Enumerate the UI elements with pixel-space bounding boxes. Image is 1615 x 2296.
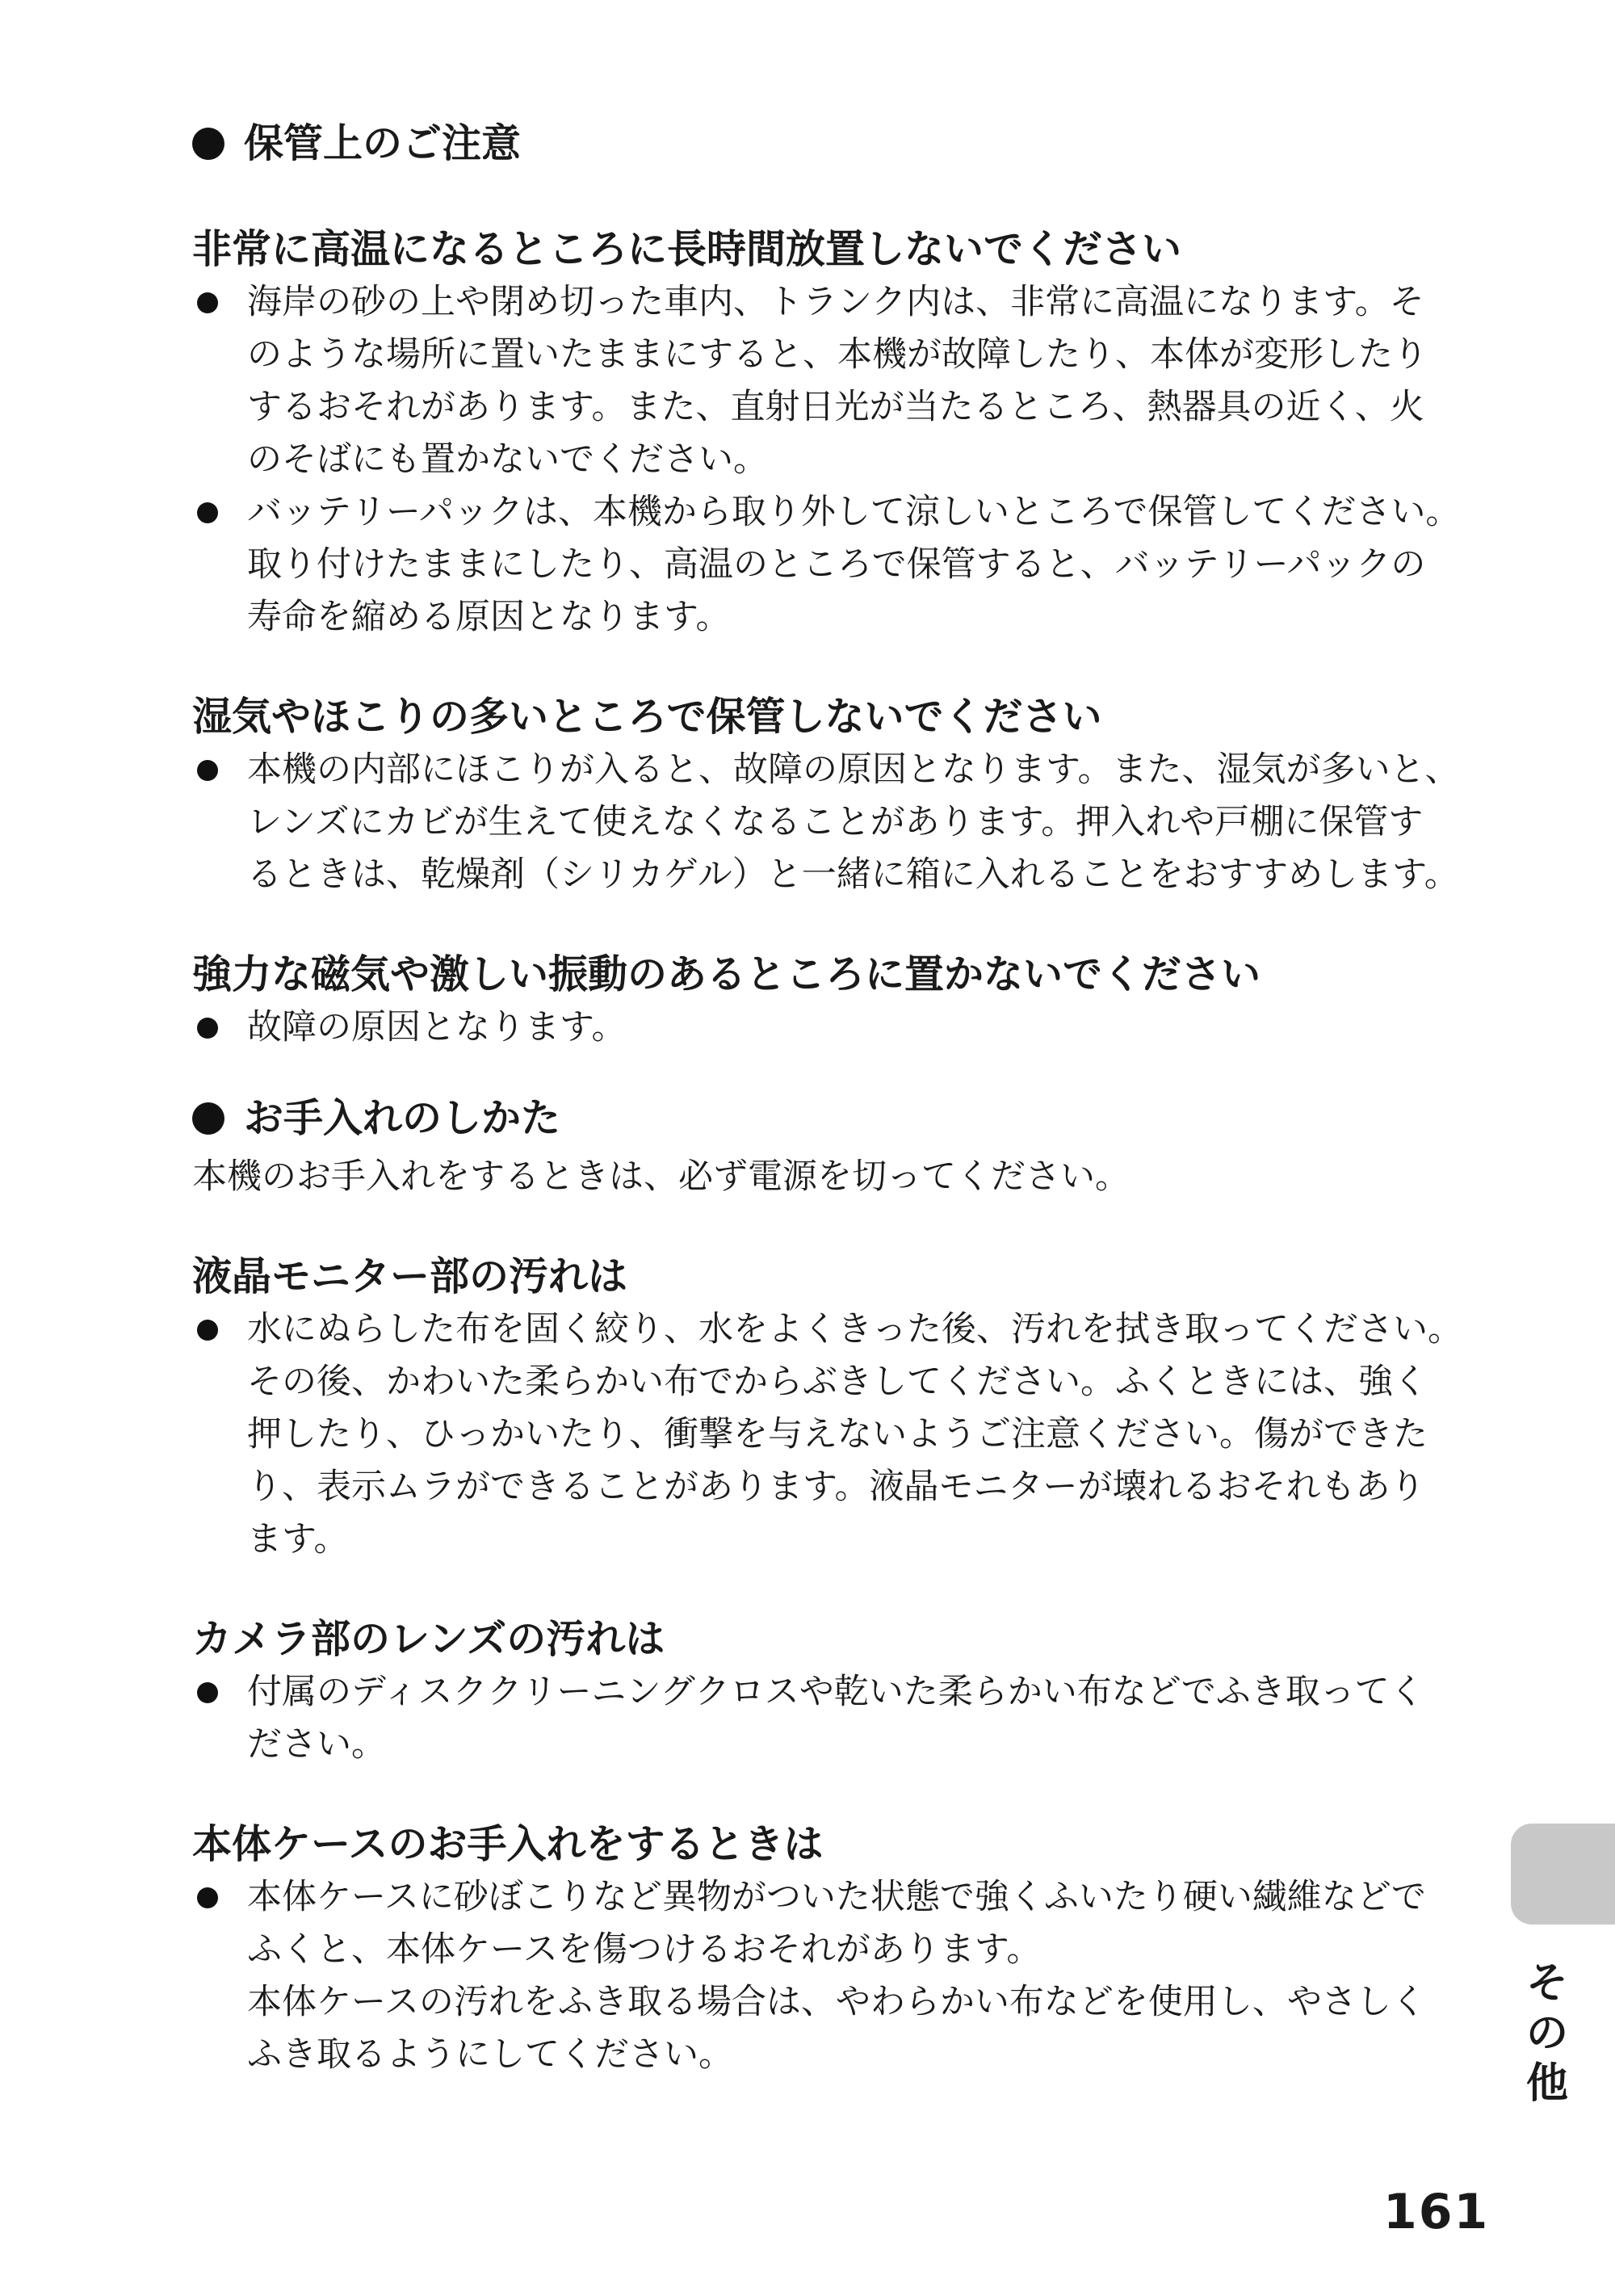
bullet-dot-icon bbox=[197, 1682, 218, 1703]
bullet-dot-icon bbox=[197, 502, 218, 523]
section-heading-storage bbox=[192, 111, 1476, 176]
list-item bbox=[192, 1666, 1476, 1771]
side-label-char: の bbox=[1525, 2009, 1568, 2058]
subheading-humidity-dust: 湿気やほこりの多いところで保管しないでください bbox=[192, 694, 1102, 740]
bullet-dot-icon bbox=[197, 292, 218, 313]
page-content bbox=[192, 111, 1476, 2081]
list-item bbox=[192, 1303, 1476, 1566]
subheading-body-case: 本体ケースのお手入れをするときは bbox=[192, 1821, 824, 1867]
side-label-char: そ bbox=[1525, 1959, 1568, 2008]
list-item bbox=[192, 486, 1476, 644]
list-item-text: 本機の内部にほこりが入ると、故障の原因となります。また、湿気が多いと、 レンズにカビが生えて使えなくなることがあります。押入れや戸棚に保管す るときは、乾燥剤（シリカゲル）と一緒に箱に入れることをおすすめします。 bbox=[247, 749, 1460, 895]
list-item bbox=[192, 1001, 1476, 1054]
list-item bbox=[192, 276, 1476, 486]
section-heading-storage-text: 保管上のご注意 bbox=[244, 120, 522, 166]
list-item bbox=[192, 744, 1476, 901]
subheading-high-temperature: 非常に高温になるところに長時間放置しないでください bbox=[192, 226, 1182, 272]
bullet-dot-icon bbox=[197, 1887, 218, 1908]
subheading-lcd-monitor: 液晶モニター部の汚れは bbox=[192, 1253, 628, 1299]
list-item bbox=[192, 1871, 1476, 2081]
side-label-char: 他 bbox=[1525, 2059, 1568, 2108]
bullet-dot-icon bbox=[197, 1320, 218, 1341]
list-item-text: 水にぬらした布を固く絞り、水をよくきった後、汚れを拭き取ってください。 その後、かわいた柔らかい布でからぶきしてください。ふくときには、強く 押したり、ひっかいたり、衝撃を与えないようご注意ください。傷ができた り、表示ムラができることがあります。液晶モニターが壊れるおそれもあり ます。 bbox=[247, 1309, 1462, 1559]
bullet-dot-icon bbox=[192, 128, 224, 160]
section-side-tab bbox=[1511, 1824, 1615, 1925]
list-item-text: 本体ケースに砂ぼこりなど異物がついた状態で強くふいたり硬い繊維などで ふくと、本体ケースを傷つけるおそれがあります。 本体ケースの汚れをふき取る場合は、やわらかい布などを使用し、やさしく ふき取るようにしてください。 bbox=[247, 1877, 1426, 2075]
list-item-text: 海岸の砂の上や閉め切った車内、トランク内は、非常に高温になります。そ のような場所に置いたままにすると、本機が故障したり、本体が変形したり するおそれがあります。また、直射日光が当たるところ、熱器具の近く、火 のそばにも置かないでください。 bbox=[247, 282, 1428, 480]
subheading-camera-lens: カメラ部のレンズの汚れは bbox=[192, 1616, 665, 1662]
bullet-dot-icon bbox=[197, 1018, 218, 1039]
bullet-dot-icon bbox=[197, 760, 218, 781]
section-heading-care bbox=[192, 1086, 1476, 1151]
care-intro-text: 本機のお手入れをするときは、必ず電源を切ってください。 bbox=[192, 1156, 1130, 1197]
section-heading-care-text: お手入れのしかた bbox=[244, 1095, 561, 1141]
list-item-text: 付属のディスククリーニングクロスや乾いた柔らかい布などでふき取ってく ださい。 bbox=[247, 1672, 1424, 1765]
subheading-magnetism-vibration: 強力な磁気や激しい振動のあるところに置かないでください bbox=[192, 951, 1261, 997]
side-section-label bbox=[1523, 1958, 1571, 2109]
page-number: 161 bbox=[1383, 2184, 1490, 2240]
list-item-text: 故障の原因となります。 bbox=[247, 1007, 627, 1047]
bullet-dot-icon bbox=[192, 1102, 224, 1135]
list-item-text: バッテリーパックは、本機から取り外して涼しいところで保管してください。 取り付けたままにしたり、高温のところで保管すると、バッテリーパックの 寿命を縮める原因となります。 bbox=[247, 492, 1461, 637]
